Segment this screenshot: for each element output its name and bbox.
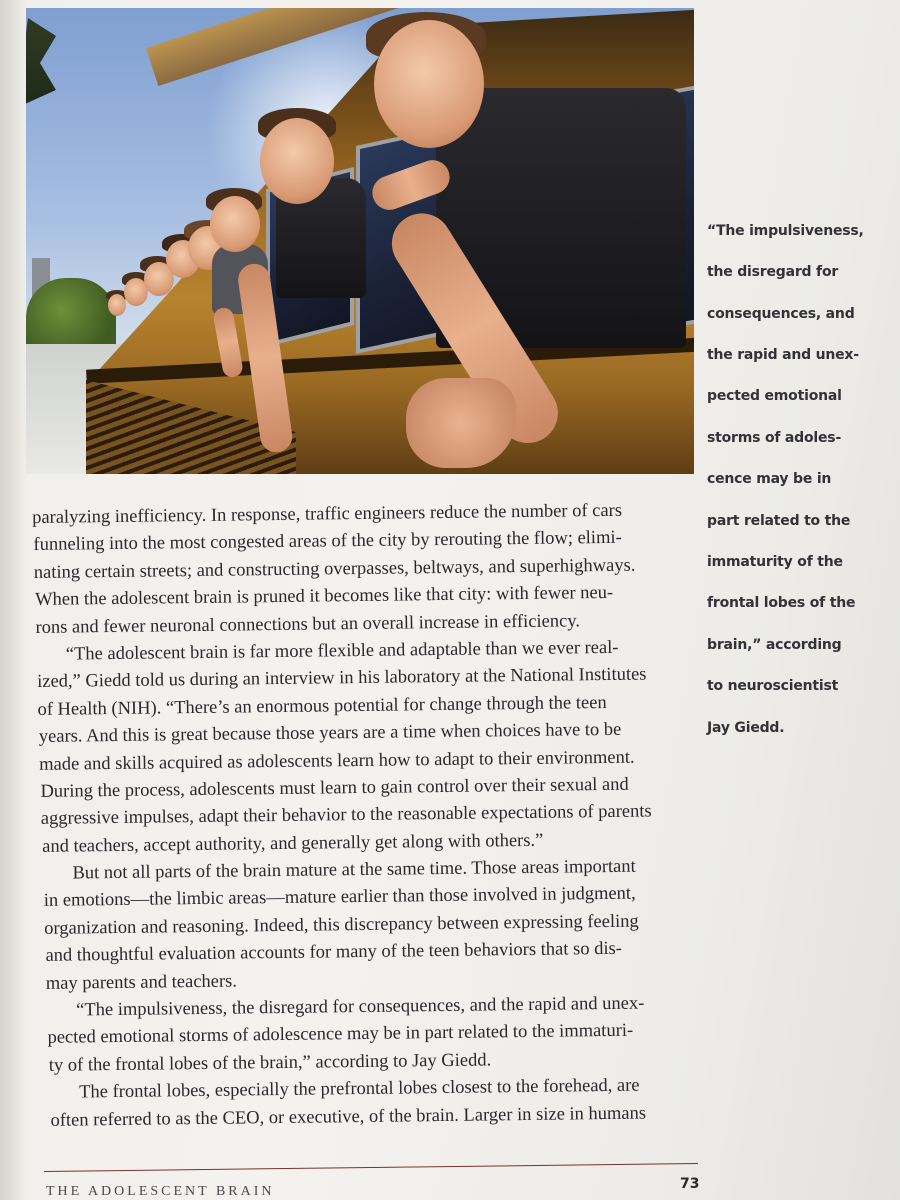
body-line: organization and reasoning. Indeed, this discrepancy between expressing feeling [44, 911, 639, 939]
caption-line: Jay Giedd. [707, 719, 785, 736]
body-line: When the adolescent brain is pruned it becomes like that city: with fewer neu- [35, 583, 614, 611]
body-line: ty of the frontal lobes of the brain,” according to Jay Giedd. [48, 1050, 492, 1076]
caption-line: immaturity of the [707, 553, 843, 570]
body-line: During the process, adolescents must learn to gain control over their sexual and [40, 774, 629, 802]
paragraph-start-line: “The impulsiveness, the disregard for consequences, and the rapid and unex- [76, 993, 645, 1021]
school-bus-photo [26, 8, 694, 474]
page-number: 73 [680, 1176, 700, 1192]
caption-line: frontal lobes of the [707, 595, 856, 612]
body-line: may parents and teachers. [45, 971, 238, 994]
body-line: often referred to as the CEO, or executive, of the brain. Larger in size in humans [50, 1103, 647, 1131]
caption-line: to neuroscientist [707, 678, 839, 695]
body-line: funneling into the most congested areas of the city by rerouting the flow; elimi- [33, 528, 622, 556]
body-text [32, 496, 740, 1134]
body-line: made and skills acquired as adolescents learn how to adapt to their environment. [39, 747, 635, 775]
caption-line: storms of adoles- [707, 429, 842, 446]
paragraph-start-line: The frontal lobes, especially the prefrontal lobes closest to the forehead, are [79, 1075, 640, 1103]
footer-rule [44, 1163, 698, 1172]
caption-line: the rapid and unex- [707, 346, 859, 363]
tree-branch [26, 18, 56, 108]
caption-line: pected emotional [707, 388, 842, 405]
body-line: and thoughtful evaluation accounts for many of the teen behaviors that so dis- [45, 939, 623, 967]
caption-line: brain,” according [707, 636, 842, 653]
body-line: aggressive impulses, adapt their behavior to the reasonable expectations of parents [40, 801, 652, 830]
body-line: of Health (NIH). “There’s an enormous potential for change through the teen [37, 692, 607, 720]
body-line: rons and fewer neuronal connections but an overall increase in efficiency. [35, 610, 581, 638]
body-line: nating certain streets; and constructing overpasses, beltways, and superhighways. [33, 555, 636, 583]
page-gutter-shadow [0, 0, 28, 1200]
paragraph-start-line: But not all parts of the brain mature at the same time. Those areas important [72, 856, 636, 884]
body-line: pected emotional storms of adolescence may be in part related to the immaturi- [47, 1021, 634, 1049]
caption-line: the disregard for [707, 264, 839, 281]
body-line: in emotions—the limbic areas—mature earlier than those involved in judgment, [43, 884, 636, 912]
caption-line: consequences, and [707, 305, 855, 322]
body-line: ized,” Giedd told us during an interview in his laboratory at the National Institutes [37, 664, 647, 693]
paragraph-start-line: “The adolescent brain is far more flexible and adaptable than we ever real- [65, 637, 619, 665]
body-line: years. And this is great because those years are a time when choices have to be [38, 719, 622, 748]
body-line: paralyzing inefficiency. In response, traffic engineers reduce the number of cars [32, 500, 623, 528]
caption-line: “The impulsiveness, [707, 222, 864, 239]
running-head: THE ADOLESCENT BRAIN [46, 1184, 275, 1199]
caption-line: part related to the [707, 512, 851, 529]
body-line: and teachers, accept authority, and generally get along with others.” [42, 830, 544, 857]
caption-line: cence may be in [707, 471, 832, 488]
